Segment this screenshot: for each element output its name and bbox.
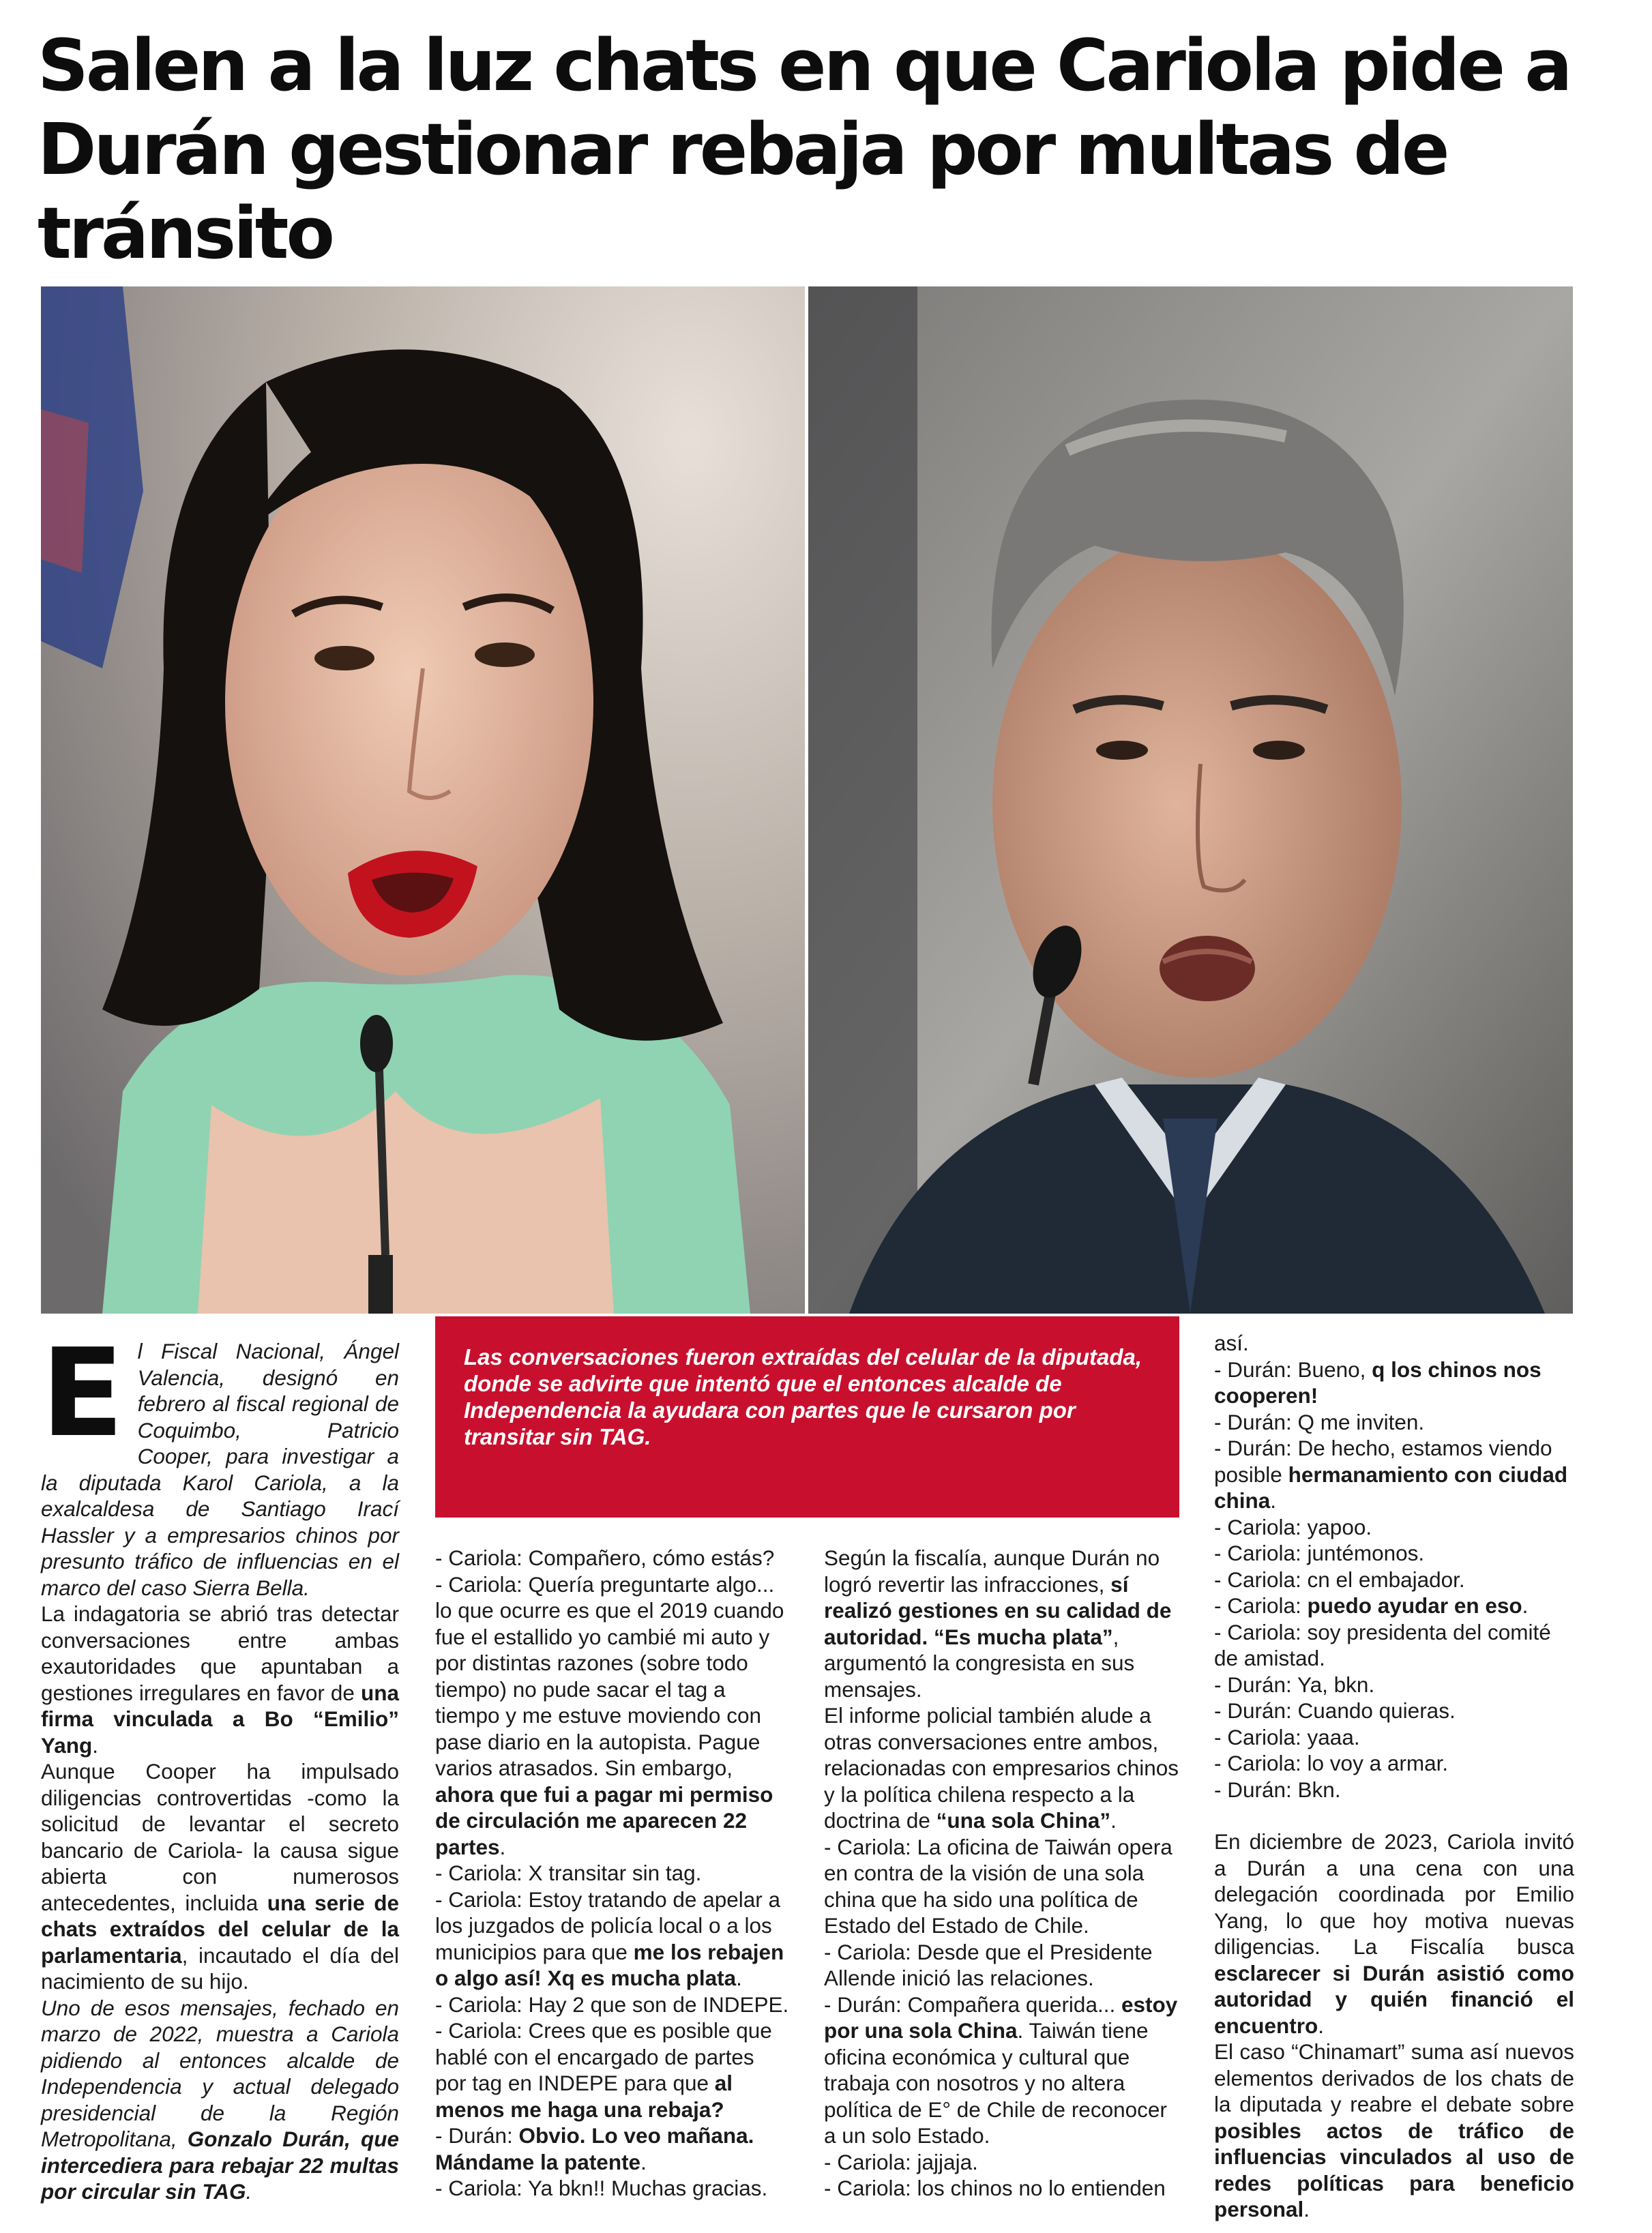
- man-portrait-illustration: [808, 286, 1573, 1314]
- chat-line: - Durán: Ya, bkn.: [1214, 1672, 1375, 1697]
- chat-line: - Cariola: X transitar sin tag.: [435, 1861, 702, 1885]
- drop-cap: E: [41, 1322, 124, 1464]
- article-column-1: [41, 1322, 399, 2205]
- chat-line: - Cariola: los chinos no lo entienden: [824, 2176, 1166, 2200]
- paragraph: Aunque Cooper ha impulsado diligencias controvertidas -como la solicitud de levantar el secreto bancario de Cariola- la causa sigue abierta con numerosos antecedentes, incluida una serie de chats extraídos del celular de la parlamentaria, incautado el día del nacimiento de su hijo.: [41, 1759, 399, 1994]
- paragraph: El caso “Chinamart” suma así nuevos elementos derivados de los chats de la diputada y reabre el debate sobre posibles actos de tráfico de influencias vinculados al uso de redes políticas para beneficio personal.: [1214, 2039, 1574, 2221]
- chat-line: - Durán: Obvio. Lo veo mañana. Mándame la patente.: [435, 2123, 754, 2174]
- chat-line: - Durán: Bkn.: [1214, 1777, 1341, 1802]
- spacer: [1214, 1803, 1574, 1829]
- photo-right: [808, 286, 1573, 1314]
- callout-box: [435, 1316, 1179, 1518]
- callout-text: Las conversaciones fueron extraídas del celular de la diputada, donde se advirte que intentó que el entonces alcalde de Independencia la ayudara con partes que le cursaron por transitar sin TAG.: [464, 1344, 1142, 1449]
- article-column-4: [1214, 1330, 1574, 2223]
- article-column-3: [824, 1545, 1182, 2202]
- paragraph: l Fiscal Nacional, Ángel Valencia, designó en febrero al fiscal regional de Coquimbo, Patricio Cooper, para investigar a la diputada Karol Cariola, a la exalcaldesa de Santiago Irací Hassler y a empresarios chinos por presunto tráfico de influencias en el marco del caso Sierra Bella.: [41, 1339, 399, 1600]
- paragraph: Según la fiscalía, aunque Durán no logró revertir las infracciones, sí realizó gestiones en su calidad de autoridad. “Es mucha plata”, argumentó la congresista en sus mensajes.: [824, 1546, 1172, 1702]
- chat-line: - Cariola: yaaa.: [1214, 1724, 1360, 1749]
- chat-line: así.: [1214, 1331, 1249, 1355]
- article-column-2: [435, 1545, 790, 2202]
- chat-line: - Cariola: juntémonos.: [1214, 1541, 1425, 1565]
- chat-line: - Durán: Bueno, q los chinos nos cooperen!: [1214, 1357, 1542, 1408]
- chat-line: - Cariola: cn el embajador.: [1214, 1567, 1465, 1592]
- chat-line: - Cariola: Quería preguntarte algo... lo que ocurre es que el 2019 cuando fue el estallido yo cambié mi auto y por distintas razones (sobre todo tiempo) no pude sacar el tag a tiempo y me estuve moviendo con pase diario en la autopista. Pague varios atrasados. Sin embargo, ahora que fui a pagar mi permiso de circulación me aparecen 22 partes.: [435, 1571, 784, 1859]
- chat-line: - Cariola: soy presidenta del comité de amistad.: [1214, 1619, 1551, 1670]
- chat-line: - Durán: Q me inviten.: [1214, 1409, 1425, 1434]
- chat-line: - Cariola: lo voy a armar.: [1214, 1751, 1449, 1775]
- chat-line: - Cariola: yapoo.: [1214, 1514, 1372, 1539]
- headline: Salen a la luz chats en que Cariola pide a Durán gestionar rebaja por multas de tránsito: [38, 24, 1570, 275]
- chat-line: - Cariola: jajjaja.: [824, 2149, 978, 2174]
- photo-left: [41, 286, 805, 1314]
- chat-line: - Cariola: Ya bkn!! Muchas gracias.: [435, 2176, 768, 2200]
- paragraph: El informe policial también alude a otras conversaciones entre ambos, relacionadas con empresarios chinos y la política chilena respecto a la doctrina de “una sola China”.: [824, 1703, 1179, 1833]
- chat-line: - Cariola: La oficina de Taiwán opera en contra de la visión de una sola china que ha sido una política de Estado del Estado de Chile.: [824, 1834, 1172, 1938]
- chat-line: - Cariola: Compañero, cómo estás?: [435, 1546, 775, 1570]
- chat-line: - Cariola: Desde que el Presidente Allende inició las relaciones.: [824, 1939, 1153, 1990]
- paragraph: La indagatoria se abrió tras detectar conversaciones entre ambas exautoridades que apuntaban a gestiones irregulares en favor de una firma vinculada a Bo “Emilio” Yang.: [41, 1601, 399, 1758]
- chat-line: - Cariola: Estoy tratando de apelar a los juzgados de policía local o a los municipios para que me los rebajen o algo así! Xq es mucha plata.: [435, 1887, 784, 1990]
- chat-line: - Cariola: puedo ayudar en eso.: [1214, 1593, 1529, 1618]
- paragraph: Uno de esos mensajes, fechado en marzo de 2022, muestra a Cariola pidiendo al entonces alcalde de Independencia y actual delegado presidencial de la Región Metropolitana, Gonzalo Durán, que intercediera para rebajar 22 multas por circular sin TAG.: [41, 1995, 399, 2204]
- paragraph: En diciembre de 2023, Cariola invitó a Durán a una cena con una delegación coordinada por Emilio Yang, lo que hoy motiva nuevas diligencias. La Fiscalía busca esclarecer si Durán asistió como autoridad y quién financió el encuentro.: [1214, 1829, 1574, 2038]
- chat-line: - Durán: De hecho, estamos viendo posible hermanamiento con ciudad china.: [1214, 1436, 1568, 1513]
- chat-line: - Durán: Cuando quieras.: [1214, 1698, 1456, 1723]
- woman-portrait-illustration: [41, 286, 805, 1314]
- chat-line: - Durán: Compañera querida... estoy por una sola China. Taiwán tiene oficina económica y cultural que trabaja con nosotros y no altera política de E° de Chile de reconocer a un solo Estado.: [824, 1992, 1178, 2148]
- chat-line: - Cariola: Crees que es posible que hablé con el encargado de partes por tag en INDEPE para que al menos me haga una rebaja?: [435, 2018, 772, 2122]
- chat-line: - Cariola: Hay 2 que son de INDEPE.: [435, 1992, 789, 2017]
